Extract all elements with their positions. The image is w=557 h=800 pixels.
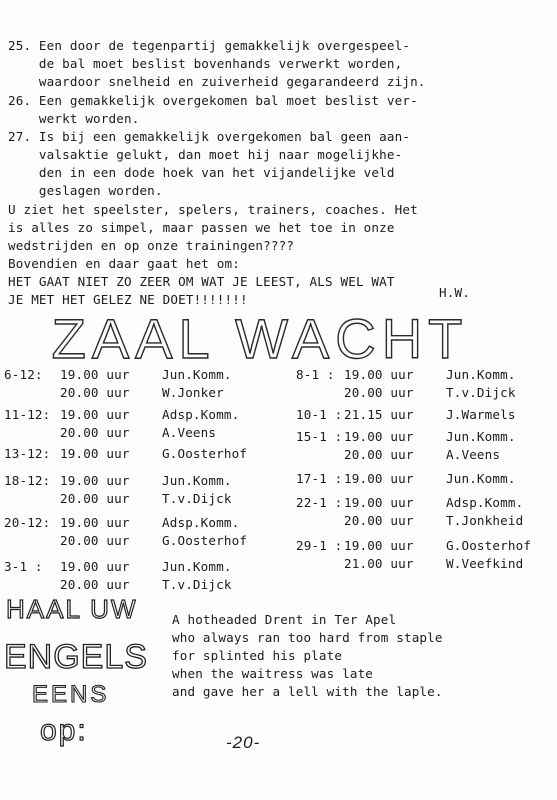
limerick-line: who always ran too hard from staple [172,630,443,645]
text-line: HET GAAT NIET ZO ZEER OM WAT JE LEEST, ALS WEL WAT [8,274,395,289]
schedule-time: 20.00 uur [60,491,130,506]
limerick [172,612,443,702]
schedule-name: T.v.Dijck [446,385,516,400]
schedule-name: Jun.Komm. [446,471,516,486]
schedule-time: 20.00 uur [344,385,414,400]
schedule-time: 19.00 uur [60,473,130,488]
rules-text [8,38,426,307]
schedule-time: 19.00 uur [60,367,130,382]
limerick-line: and gave her a lell with the laple. [172,684,443,699]
schedule-date: 20-12: [4,515,51,530]
text-line: valsaktie gelukt, dan moet hij naar mogelijkhe- [8,147,403,162]
text-line: 26. Een gemakkelijk overgekomen bal moet beslist ver- [8,93,418,108]
text-line: U ziet het speelster, spelers, trainers, coaches. Het [8,202,418,217]
schedule-date: 29-1 : [296,538,343,553]
schedule-date: 10-1 : [296,407,343,422]
schedule-time: 20.00 uur [344,447,414,462]
handwritten-line: op: [40,714,88,747]
text-line: Bovendien en daar gaat het om: [8,256,240,271]
schedule-name: Jun.Komm. [162,367,232,382]
schedule-name: Jun.Komm. [446,367,516,382]
schedule-time: 20.00 uur [60,577,130,592]
schedule-time: 20.00 uur [60,425,130,440]
limerick-line: when the waitress was late [172,666,374,681]
schedule-date: 8-1 : [296,367,335,382]
schedule-name: W.Veefkind [446,556,524,571]
schedule-time: 19.00 uur [60,515,130,530]
schedule-date: 13-12: [4,446,51,461]
schedule-name: Jun.Komm. [446,429,516,444]
schedule-date: 17-1 : [296,471,343,486]
text-line: den in een dode hoek van het vijandelijke veld [8,165,395,180]
schedule-time: 21.00 uur [344,556,414,571]
schedule-name: Jun.Komm. [162,473,232,488]
schedule-time: 19.00 uur [60,446,130,461]
title-zaal-wacht [40,306,480,364]
schedule-name: Adsp.Komm. [162,515,240,530]
schedule-name: Jun.Komm. [162,559,232,574]
limerick-line: A hotheaded Drent in Ter Apel [172,612,397,627]
schedule-time: 19.00 uur [344,495,414,510]
schedule-date: 6-12: [4,367,43,382]
schedule-name: G.Oosterhof [446,538,532,553]
text-line: werkt worden. [8,111,140,126]
text-line: 27. Is bij een gemakkelijk overgekomen bal geen aan- [8,129,411,144]
schedule-time: 19.00 uur [344,367,414,382]
schedule-name: A.Veens [446,447,501,462]
schedule-time: 19.00 uur [344,429,414,444]
text-line: 25. Een door de tegenpartij gemakkelijk overgespeel- [8,38,411,53]
handwritten-line: HAAL UW [6,594,138,624]
schedule-name: Adsp.Komm. [446,495,524,510]
schedule-name: T.v.Dijck [162,491,232,506]
schedule-name: T.v.Dijck [162,577,232,592]
schedule-time: 19.00 uur [60,559,130,574]
schedule-time: 19.00 uur [344,538,414,553]
text-line: geslagen worden. [8,183,163,198]
schedule-date: 18-12: [4,473,51,488]
text-line: waardoor snelheid en zuiverheid gegarandeerd zijn. [8,74,426,89]
schedule-date: 3-1 : [4,559,43,574]
signature-initials: H.W. [439,285,470,300]
schedule-date: 11-12: [4,407,51,422]
schedule-time: 19.00 uur [344,471,414,486]
schedule-name: G.Oosterhof [162,533,248,548]
schedule-name: Adsp.Komm. [162,407,240,422]
handwritten-note [0,590,160,760]
schedule-name: W.Jonker [162,385,224,400]
schedule-time: 20.00 uur [60,385,130,400]
schedule-date: 22-1 : [296,495,343,510]
schedule-time: 19.00 uur [60,407,130,422]
text-line: de bal moet beslist bovenhands verwerkt worden, [8,56,403,71]
limerick-line: for splinted his plate [172,648,343,663]
page-number: -20- [226,733,261,752]
schedule-name: T.Jonkheid [446,513,524,528]
text-line: is alles zo simpel, maar passen we het toe in onze [8,220,395,235]
schedule-name: G.Oosterhof [162,446,248,461]
schedule-name: J.Warmels [446,407,516,422]
handwritten-line: EENS [32,681,110,708]
schedule-time: 20.00 uur [344,513,414,528]
schedule-date: 15-1 : [296,429,343,444]
schedule-name: A.Veens [162,425,217,440]
schedule-time: 21.15 uur [344,407,414,422]
text-line: JE MET HET GELEZ NE DOET!!!!!!! [8,292,248,307]
handwritten-line: ENGELS [4,638,148,676]
text-line: wedstrijden en op onze trainingen???? [8,238,295,253]
title-text: ZAAL WACHT [51,307,469,364]
schedule-time: 20.00 uur [60,533,130,548]
